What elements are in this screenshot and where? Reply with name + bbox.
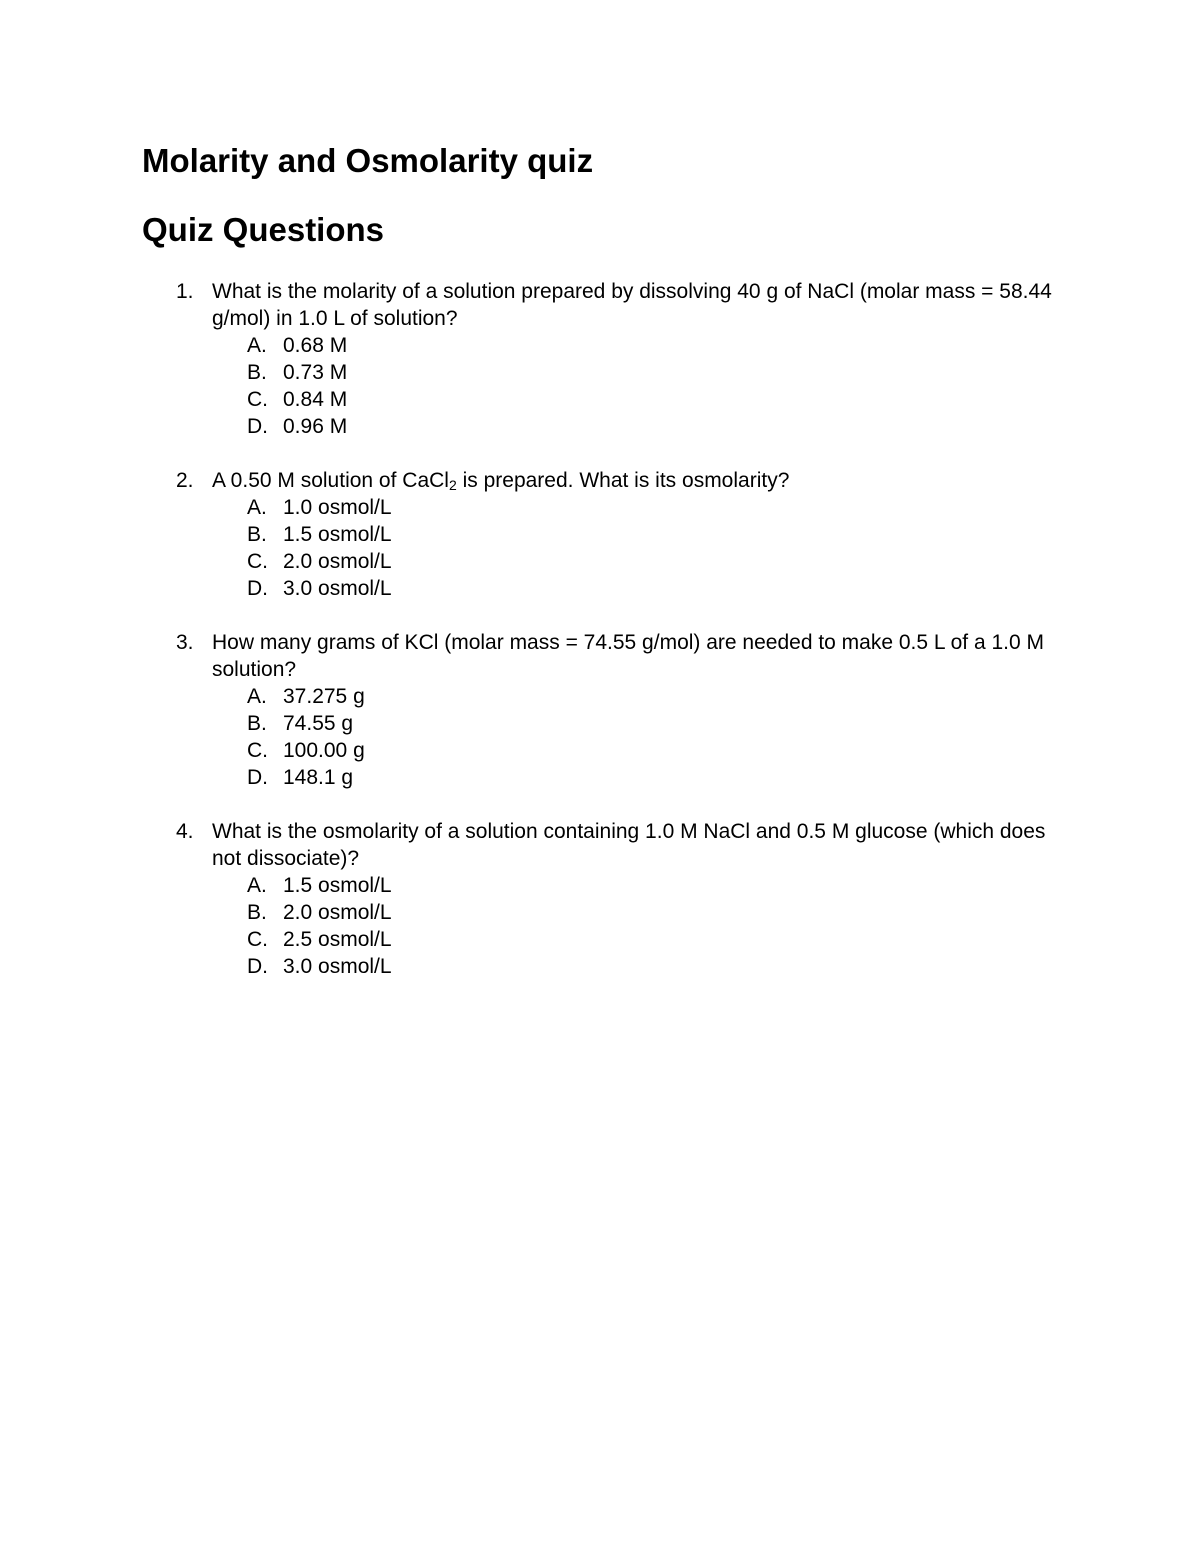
option-list [0, 872, 1200, 980]
question-4 [0, 818, 1200, 980]
option-letter: C. [247, 388, 268, 411]
question-number: 2. [176, 469, 194, 492]
option-text: 0.84 M [283, 388, 348, 411]
option-a [0, 332, 1200, 359]
question-text: What is the molarity of a solution prepared by dissolving 40 g of NaCl (molar mass = 58.44 g/mol) in 1.0 L of solution? [212, 280, 1052, 330]
option-d [0, 953, 1200, 980]
option-a [0, 683, 1200, 710]
option-list [0, 494, 1200, 602]
option-c [0, 386, 1200, 413]
option-c [0, 926, 1200, 953]
option-text: 148.1 g [283, 766, 354, 789]
option-b [0, 710, 1200, 737]
option-letter: C. [247, 739, 268, 762]
option-letter: D. [247, 955, 268, 978]
question-list [0, 278, 1200, 1007]
option-letter: B. [247, 361, 267, 384]
option-text: 0.68 M [283, 334, 348, 357]
option-letter: A. [247, 334, 267, 357]
question-number: 1. [176, 280, 194, 303]
option-text: 2.0 osmol/L [283, 550, 392, 573]
question-2 [0, 467, 1200, 602]
option-letter: B. [247, 712, 267, 735]
section-heading: Quiz Questions [142, 211, 385, 248]
option-a [0, 494, 1200, 521]
option-b [0, 359, 1200, 386]
option-text: 0.73 M [283, 361, 348, 384]
question-number: 3. [176, 631, 194, 654]
option-text: 3.0 osmol/L [283, 577, 392, 600]
document-title: Molarity and Osmolarity quiz [142, 142, 594, 179]
option-text: 0.96 M [283, 415, 348, 438]
option-letter: D. [247, 415, 268, 438]
option-letter: B. [247, 523, 267, 546]
option-list [0, 683, 1200, 791]
option-d [0, 413, 1200, 440]
option-list [0, 332, 1200, 440]
option-letter: A. [247, 496, 267, 519]
option-text: 74.55 g [283, 712, 354, 735]
option-letter: A. [247, 685, 267, 708]
option-text: 3.0 osmol/L [283, 955, 392, 978]
option-text: 2.5 osmol/L [283, 928, 392, 951]
question-number: 4. [176, 820, 194, 843]
option-text: 1.5 osmol/L [283, 523, 392, 546]
option-c [0, 737, 1200, 764]
option-letter: A. [247, 874, 267, 897]
option-letter: C. [247, 550, 268, 573]
question-1 [0, 278, 1200, 440]
question-text-part: is prepared. What is its osmolarity? [456, 469, 790, 492]
option-letter: C. [247, 928, 268, 951]
option-a [0, 872, 1200, 899]
option-text: 1.5 osmol/L [283, 874, 392, 897]
question-text [212, 467, 1052, 494]
option-letter: B. [247, 901, 267, 924]
option-b [0, 521, 1200, 548]
option-text: 1.0 osmol/L [283, 496, 392, 519]
option-text: 100.00 g [283, 739, 365, 762]
option-letter: D. [247, 766, 268, 789]
question-text: How many grams of KCl (molar mass = 74.55 g/mol) are needed to make 0.5 L of a 1.0 M solution? [212, 631, 1045, 681]
question-text: What is the osmolarity of a solution containing 1.0 M NaCl and 0.5 M glucose (which does not dissociate)? [212, 820, 1046, 870]
subscript-two: 2 [448, 477, 457, 493]
option-letter: D. [247, 577, 268, 600]
question-text-part: A 0.50 M solution of CaCl [212, 469, 449, 492]
option-text: 2.0 osmol/L [283, 901, 392, 924]
option-c [0, 548, 1200, 575]
option-d [0, 764, 1200, 791]
option-b [0, 899, 1200, 926]
question-3 [0, 629, 1200, 791]
option-d [0, 575, 1200, 602]
option-text: 37.275 g [283, 685, 365, 708]
